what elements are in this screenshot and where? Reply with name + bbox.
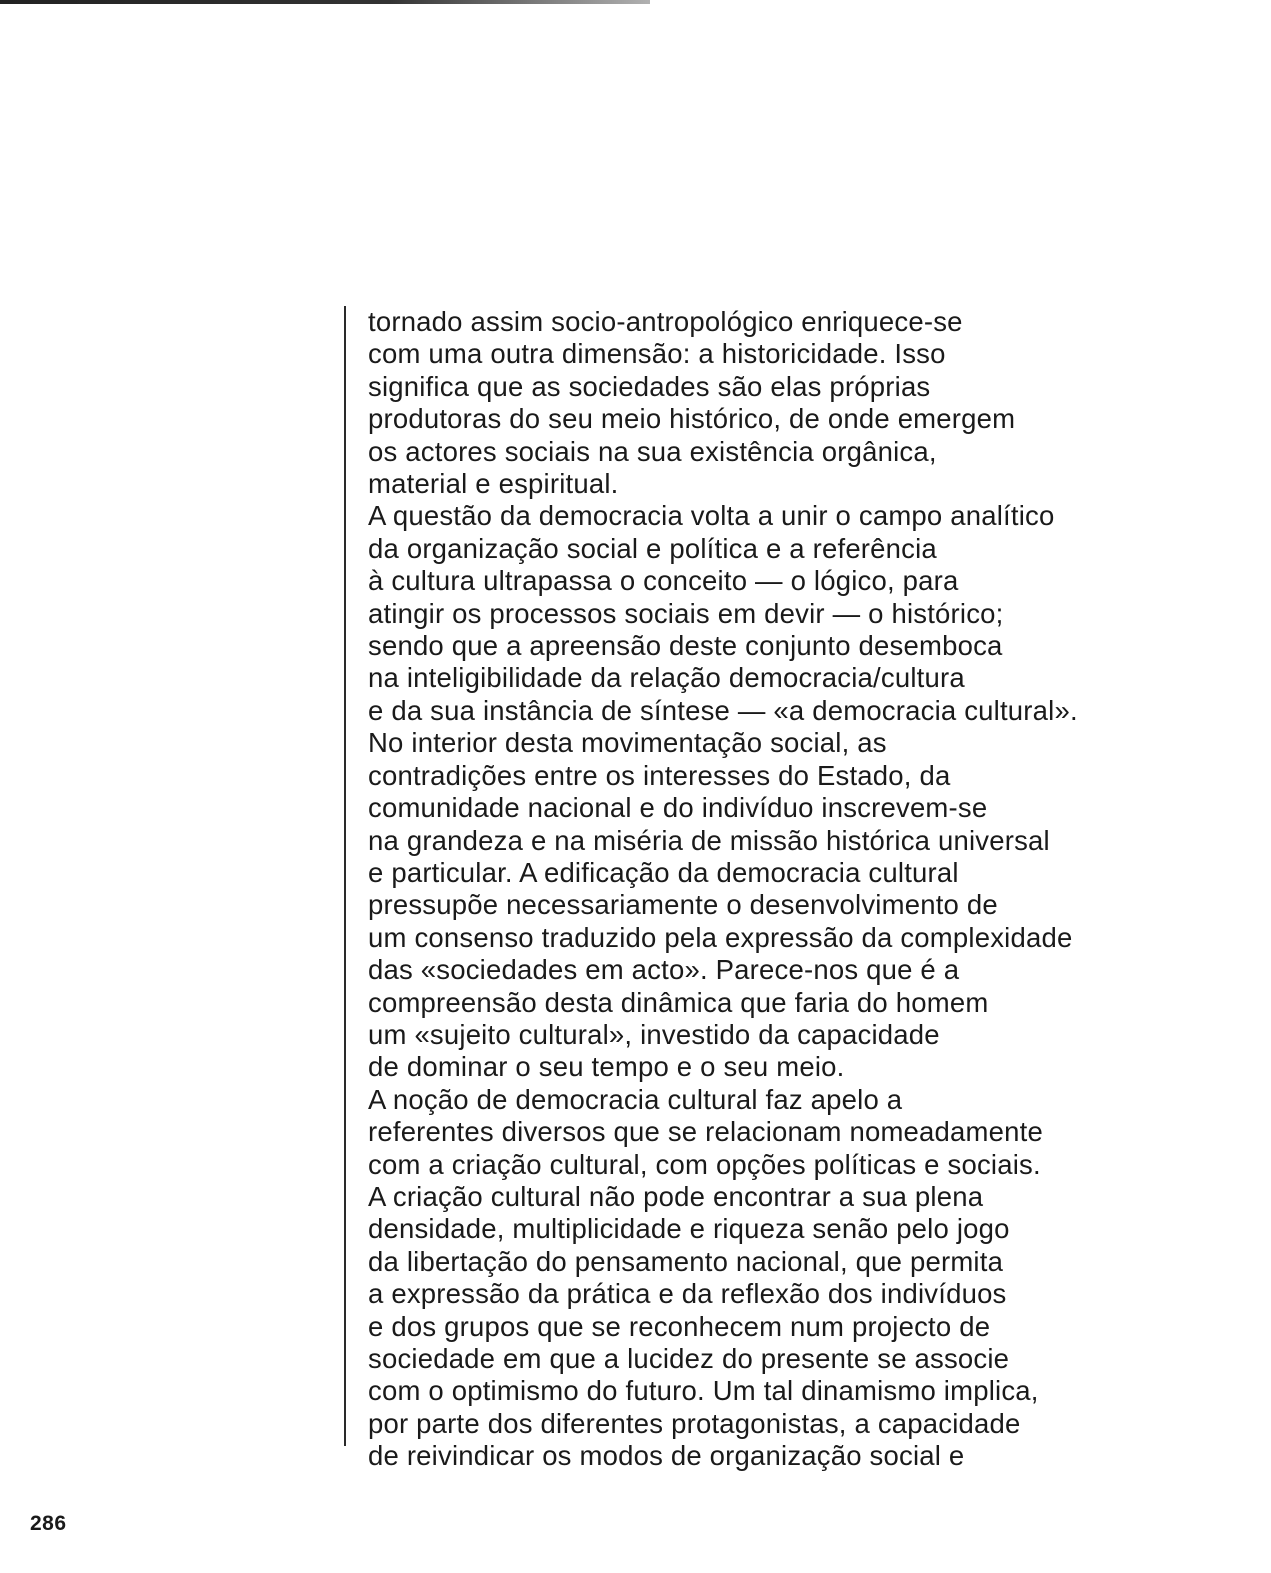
text-line: e particular. A edificação da democracia cultural [368,856,959,888]
page-number: 286 [30,1512,67,1535]
text-line: densidade, multiplicidade e riqueza senão pelo jogo [368,1213,1010,1245]
text-line: da organização social e política e a referência [368,532,937,564]
text-line: na inteligibilidade da relação democracia/cultura [368,662,965,694]
text-line: compreensão desta dinâmica que faria do homem [368,986,989,1018]
text-line: A noção de democracia cultural faz apelo a [368,1083,903,1115]
text-line: da libertação do pensamento nacional, que permita [368,1245,1004,1277]
text-line: No interior desta movimentação social, as [368,727,887,759]
scan-edge-artifact [0,0,650,4]
text-line: sociedade em que a lucidez do presente se associe [368,1343,1010,1374]
text-line: de reivindicar os modos de organização social e [368,1440,965,1472]
text-line: das «sociedades em acto». Parece-nos que é a [368,954,960,986]
text-line: na grandeza e na miséria de missão histórica universal [368,824,1050,856]
text-line: sendo que a apreensão deste conjunto desemboca [368,630,1003,662]
text-line: um consenso traduzido pela expressão da complexidade [368,921,1073,953]
text-line: A questão da democracia volta a unir o campo analítico [368,500,1055,532]
text-line: um «sujeito cultural», investido da capacidade [368,1018,940,1050]
text-line: por parte dos diferentes protagonistas, a capacidade [368,1407,1021,1439]
text-line: à cultura ultrapassa o conceito — o lógico, para [368,565,959,597]
text-line: A criação cultural não pode encontrar a sua plena [368,1180,984,1212]
text-line: os actores sociais na sua existência orgânica, [368,435,937,467]
text-line: de dominar o seu tempo e o seu meio. [368,1051,845,1083]
text-line: e da sua instância de síntese — «a democracia cultural». [368,694,1078,726]
text-line: a expressão da prática e da reflexão dos indivíduos [368,1278,1007,1310]
text-line: material e espiritual. [368,468,619,500]
text-line: e dos grupos que se reconhecem num projecto de [368,1310,991,1342]
text-line: com o optimismo do futuro. Um tal dinamismo implica, [368,1375,1039,1407]
text-line: com uma outra dimensão: a historicidade. Isso [368,338,946,370]
text-line: referentes diversos que se relacionam nomeadamente [368,1116,1043,1148]
text-line: pressupõe necessariamente o desenvolvimento de [368,889,998,921]
text-line: significa que as sociedades são elas próprias [368,370,931,402]
text-line: atingir os processos sociais em devir — o histórico; [368,597,1004,629]
body-text-block [344,306,1224,1472]
text-line: com a criação cultural, com opções políticas e sociais. [368,1148,1041,1180]
text-line: contradições entre os interesses do Estado, da [368,759,951,791]
text-line: tornado assim socio-antropológico enriquece-se [368,306,963,337]
text-line: produtoras do seu meio histórico, de onde emergem [368,403,1016,435]
text-line: comunidade nacional e do indivíduo inscrevem-se [368,792,988,824]
